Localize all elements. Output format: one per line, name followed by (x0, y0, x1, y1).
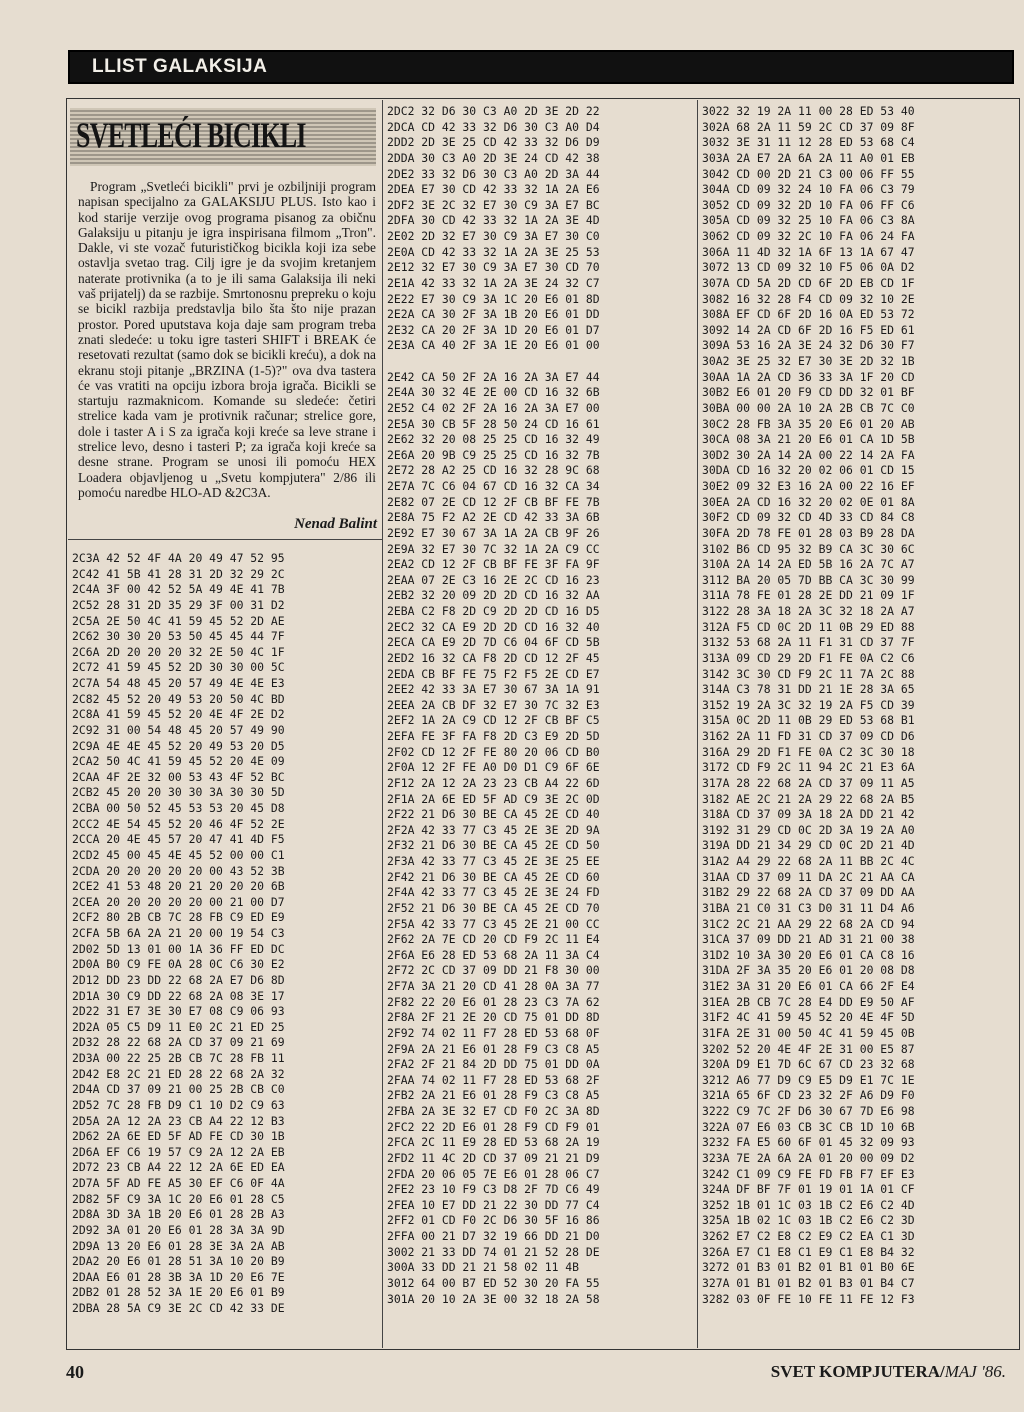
hex-line: 304A CD 09 32 24 10 FA 06 C3 79 (702, 182, 915, 197)
hex-line: 2FE2 23 10 F9 C3 D8 2F 7D C6 49 (387, 1182, 600, 1197)
hex-line: 2F3A 42 33 77 C3 45 2E 3E 25 EE (387, 854, 600, 868)
hex-line: 2C9A 4E 4E 45 52 20 49 53 20 D5 (72, 738, 285, 753)
hex-line: 2D2A 05 C5 D9 11 E0 2C 21 ED 25 (72, 1019, 285, 1034)
hex-line: 31B2 29 22 68 2A CD 37 09 DD AA (702, 885, 915, 900)
hex-line: 2E52 C4 02 2F 2A 16 2A 3A E7 00 (387, 400, 600, 415)
hex-line: 31FA 2E 31 00 50 4C 41 59 45 0B (702, 1025, 915, 1040)
hex-line: 2E12 32 E7 30 C9 3A E7 30 CD 70 (387, 260, 600, 275)
hex-line: 2E4A 30 32 4E 2E 00 CD 16 32 6B (387, 385, 600, 400)
hex-line: 2CCA 20 4E 45 57 20 47 41 4D F5 (72, 832, 285, 847)
hex-line: 2EF2 1A 2A C9 CD 12 2F CB BF C5 (387, 713, 600, 728)
listing-gap (387, 354, 600, 370)
hex-line: 2FAA 74 02 11 F7 28 ED 53 68 2F (387, 1072, 600, 1087)
hex-line: 30EA 2A CD 16 32 20 02 0E 01 8A (702, 494, 915, 509)
hex-line: 2EA2 CD 12 2F CB BF FE 3F FA 9F (387, 557, 600, 572)
hex-line: 2D92 3A 01 20 E6 01 28 3A 3A 9D (72, 1222, 285, 1237)
hex-line: 305A CD 09 32 25 10 FA 06 C3 8A (702, 213, 915, 228)
hex-listing-column-2 (387, 104, 600, 1307)
article-divider (68, 539, 382, 540)
hex-line: 3112 BA 20 05 7D BB CA 3C 30 99 (702, 572, 915, 587)
hex-line: 2D82 5F C9 3A 1C 20 E6 01 28 C5 (72, 1191, 285, 1206)
hex-line: 319A DD 21 34 29 CD 0C 2D 21 4D (702, 838, 915, 853)
hex-line: 3242 C1 09 C9 FE FD FB F7 EF E3 (702, 1166, 915, 1181)
hex-line: 31CA 37 09 DD 21 AD 31 21 00 38 (702, 932, 915, 947)
hex-line: 31F2 4C 41 59 45 52 20 4E 4F 5D (702, 1010, 915, 1025)
hex-line: 2E32 CA 20 2F 3A 1D 20 E6 01 D7 (387, 322, 600, 337)
hex-line: 315A 0C 2D 11 0B 29 ED 53 68 B1 (702, 713, 915, 728)
hex-line: 2DF2 3E 2C 32 E7 30 C9 3A E7 BC (387, 197, 600, 212)
hex-line: 2FEA 10 E7 DD 21 22 30 DD 77 C4 (387, 1197, 600, 1212)
hex-line: 2EB2 32 20 09 2D 2D CD 16 32 AA (387, 588, 600, 603)
hex-line: 2E7A 7C C6 04 67 CD 16 32 CA 34 (387, 479, 600, 493)
hex-line: 2E5A 30 CB 5F 28 50 24 CD 16 61 (387, 416, 600, 431)
hex-line: 317A 28 22 68 2A CD 37 09 11 A5 (702, 775, 915, 790)
hex-line: 324A DF BF 7F 01 19 01 1A 01 CF (702, 1182, 915, 1197)
hex-line: 2C62 30 30 20 53 50 45 45 44 7F (72, 629, 285, 644)
hex-line: 30D2 30 2A 14 2A 00 22 14 2A FA (702, 447, 915, 462)
hex-line: 2ECA CA E9 2D 7D C6 04 6F CD 5B (387, 635, 600, 650)
hex-line: 2E22 E7 30 C9 3A 1C 20 E6 01 8D (387, 291, 600, 306)
hex-line: 2FA2 2F 21 84 2D DD 75 01 DD 0A (387, 1057, 600, 1072)
hex-line: 2D1A 30 C9 DD 22 68 2A 08 3E 17 (72, 988, 285, 1003)
hex-line: 2CE2 41 53 48 20 21 20 20 20 6B (72, 879, 285, 894)
hex-line: 2D52 7C 28 FB D9 C1 10 D2 C9 63 (72, 1097, 285, 1112)
hex-line: 2DFA 30 CD 42 33 32 1A 2A 3E 4D (387, 213, 600, 228)
hex-line: 2F52 21 D6 30 BE CA 45 2E CD 70 (387, 900, 600, 915)
hex-line: 30BA 00 00 2A 10 2A 2B CB 7C C0 (702, 400, 915, 415)
hex-line: 2F42 21 D6 30 BE CA 45 2E CD 60 (387, 869, 600, 884)
hex-line: 3212 A6 77 D9 C9 E5 D9 E1 7C 1E (702, 1072, 915, 1087)
hex-line: 2E42 CA 50 2F 2A 16 2A 3A E7 44 (387, 369, 600, 384)
hex-line: 2FD2 11 4C 2D CD 37 09 21 21 D9 (387, 1150, 600, 1165)
hex-line: 30B2 E6 01 20 F9 CD DD 32 01 BF (702, 385, 915, 400)
hex-line: 2D12 DD 23 DD 22 68 2A E7 D6 8D (72, 972, 285, 987)
hex-line: 3042 CD 00 2D 21 C3 00 06 FF 55 (702, 166, 915, 181)
hex-line: 31D2 10 3A 30 20 E6 01 CA C8 16 (702, 947, 915, 962)
hex-line: 2DE2 33 32 D6 30 C3 A0 2D 3A 44 (387, 166, 600, 181)
hex-listing-column-3 (702, 104, 915, 1307)
magazine-issue: MAJ '86. (944, 1362, 1006, 1381)
hex-line: 2C82 45 52 20 49 53 20 50 4C BD (72, 691, 285, 706)
hex-line: 2DAA E6 01 28 3B 3A 1D 20 E6 7E (72, 1269, 285, 1284)
hex-line: 3002 21 33 DD 74 01 21 52 28 DE (387, 1244, 600, 1259)
hex-line: 2E72 28 A2 25 CD 16 32 28 9C 68 (387, 463, 600, 478)
hex-line: 2CB2 45 20 20 30 30 3A 30 30 5D (72, 785, 285, 800)
hex-line: 2DA2 20 E6 01 28 51 3A 10 20 B9 (72, 1254, 285, 1269)
hex-line: 2EE2 42 33 3A E7 30 67 3A 1A 91 (387, 682, 600, 697)
hex-line: 2C42 41 5B 41 28 31 2D 32 29 2C (72, 566, 285, 581)
hex-line: 30FA 2D 78 FE 01 28 03 B9 28 DA (702, 525, 915, 540)
hex-line: 2EEA 2A CB DF 32 E7 30 7C 32 E3 (387, 697, 600, 712)
hex-line: 2D32 28 22 68 2A CD 37 09 21 69 (72, 1035, 285, 1050)
hex-line: 31DA 2F 3A 35 20 E6 01 20 08 D8 (702, 963, 915, 978)
hex-line: 2DB2 01 28 52 3A 1E 20 E6 01 B9 (72, 1285, 285, 1300)
hex-line: 3152 19 2A 3C 32 19 2A F5 CD 39 (702, 697, 915, 712)
hex-line: 30CA 08 3A 21 20 E6 01 CA 1D 5B (702, 432, 915, 447)
article-title: SVETLEĆI BICIKLI (76, 115, 306, 155)
hex-line: 2F5A 42 33 77 C3 45 2E 21 00 CC (387, 916, 600, 931)
hex-line: 3202 52 20 4E 4F 2E 31 00 E5 87 (702, 1041, 915, 1056)
hex-line: 300A 33 DD 21 21 58 02 11 4B (387, 1260, 580, 1275)
column-divider (697, 100, 698, 1348)
hex-line: 2F62 2A 7E CD 20 CD F9 2C 11 E4 (387, 932, 600, 947)
hex-line: 2DC2 32 D6 30 C3 A0 2D 3E 2D 22 (387, 104, 600, 118)
hex-line: 2CC2 4E 54 45 52 20 46 4F 52 2E (72, 816, 285, 831)
hex-line: 2FF2 01 CD F0 2C D6 30 5F 16 86 (387, 1213, 600, 1228)
hex-line: 2EBA C2 F8 2D C9 2D 2D CD 16 D5 (387, 604, 600, 618)
hex-line: 2DEA E7 30 CD 42 33 32 1A 2A E6 (387, 182, 600, 197)
hex-line: 2DCA CD 42 33 32 D6 30 C3 A0 D4 (387, 119, 600, 134)
hex-line: 302A 68 2A 11 59 2C CD 37 09 8F (702, 119, 915, 134)
hex-line: 2F1A 2A 6E ED 5F AD C9 3E 2C 0D (387, 791, 600, 806)
hex-line: 31BA 21 C0 31 C3 D0 31 11 D4 A6 (702, 900, 915, 915)
hex-line: 2F7A 3A 21 20 CD 41 28 0A 3A 77 (387, 979, 600, 993)
article-author: Nenad Balint (294, 516, 377, 532)
hex-line: 2D0A B0 C9 FE 0A 28 0C C6 30 E2 (72, 957, 285, 972)
hex-line: 2FCA 2C 11 E9 28 ED 53 68 2A 19 (387, 1135, 600, 1150)
hex-line: 2F0A 12 2F FE A0 D0 D1 C9 6F 6E (387, 760, 600, 775)
hex-line: 2CEA 20 20 20 20 20 00 21 00 D7 (72, 894, 285, 909)
hex-line: 30F2 CD 09 32 CD 4D 33 CD 84 C8 (702, 510, 915, 525)
hex-line: 2F9A 2A 21 E6 01 28 F9 C3 C8 A5 (387, 1041, 600, 1056)
hex-line: 308A EF CD 6F 2D 16 0A ED 53 72 (702, 307, 915, 322)
hex-line: 2C6A 2D 20 20 20 32 2E 50 4C 1F (72, 644, 285, 659)
hex-line: 2C72 41 59 45 52 2D 30 30 00 5C (72, 660, 285, 675)
hex-line: 2F6A E6 28 ED 53 68 2A 11 3A C4 (387, 947, 600, 962)
hex-line: 2D4A CD 37 09 21 00 25 2B CB C0 (72, 1082, 285, 1097)
page-number: 40 (66, 1362, 84, 1382)
hex-line: 3062 CD 09 32 2C 10 FA 06 24 FA (702, 229, 915, 243)
hex-line: 3072 13 CD 09 32 10 F5 06 0A D2 (702, 260, 915, 275)
hex-line: 325A 1B 02 1C 03 1B C2 E6 C2 3D (702, 1213, 915, 1228)
hex-line: 2E8A 75 F2 A2 2E CD 42 33 3A 6B (387, 510, 600, 525)
hex-line: 303A 2A E7 2A 6A 2A 11 A0 01 EB (702, 150, 915, 165)
hex-line: 2DDA 30 C3 A0 2D 3E 24 CD 42 38 (387, 150, 600, 165)
hex-line: 2D02 5D 13 01 00 1A 36 FF ED DC (72, 941, 285, 956)
hex-line: 2D3A 00 22 25 2B CB 7C 28 FB 11 (72, 1051, 285, 1065)
hex-line: 2FC2 22 2D E6 01 28 F9 CD F9 01 (387, 1119, 600, 1134)
hex-line: 2EFA FE 3F FA F8 2D C3 E9 2D 5D (387, 729, 600, 743)
hex-line: 3272 01 B3 01 B2 01 B1 01 B0 6E (702, 1260, 915, 1275)
hex-line: 2FDA 20 06 05 7E E6 01 28 06 C7 (387, 1166, 600, 1181)
hex-line: 2E1A 42 33 32 1A 2A 3E 24 32 C7 (387, 275, 600, 290)
column-divider (382, 100, 383, 1348)
hex-line: 3172 CD F9 2C 11 94 2C 21 E3 6A (702, 760, 915, 775)
hex-line: 2E3A CA 40 2F 3A 1E 20 E6 01 00 (387, 338, 600, 353)
hex-line: 2C92 31 00 54 48 45 20 57 49 90 (72, 722, 285, 737)
hex-line: 3082 16 32 28 F4 CD 09 32 10 2E (702, 291, 915, 306)
hex-line: 3252 1B 01 1C 03 1B C2 E6 C2 4D (702, 1197, 915, 1212)
hex-line: 3162 2A 11 FD 31 CD 37 09 CD D6 (702, 729, 915, 743)
hex-line: 309A 53 16 2A 3E 24 32 D6 30 F7 (702, 338, 915, 353)
hex-line: 2CD2 45 00 45 4E 45 52 00 00 C1 (72, 847, 285, 862)
hex-line: 2D9A 13 20 E6 01 28 3E 3A 2A AB (72, 1238, 285, 1253)
hex-line: 31C2 2C 21 AA 29 22 68 2A CD 94 (702, 916, 915, 931)
hex-line: 31E2 3A 31 20 E6 01 CA 66 2F E4 (702, 979, 915, 993)
hex-line: 30DA CD 16 32 20 02 06 01 CD 15 (702, 463, 915, 478)
hex-line: 2D42 E8 2C 21 ED 28 22 68 2A 32 (72, 1066, 285, 1081)
hex-line: 2E92 E7 30 67 3A 1A 2A CB 9F 26 (387, 525, 600, 540)
hex-line: 30C2 28 FB 3A 35 20 E6 01 20 AB (702, 416, 915, 431)
hex-line: 310A 2A 14 2A ED 5B 16 2A 7C A7 (702, 557, 915, 572)
hex-line: 314A C3 78 31 DD 21 1E 28 3A 65 (702, 682, 915, 697)
hex-line: 316A 29 2D F1 FE 0A C2 3C 30 18 (702, 744, 915, 759)
hex-line: 321A 65 6F CD 23 32 2F A6 D9 F0 (702, 1088, 915, 1103)
hex-line: 2F2A 42 33 77 C3 45 2E 3E 2D 9A (387, 822, 600, 837)
hex-line: 2D62 2A 6E ED 5F AD FE CD 30 1B (72, 1129, 285, 1144)
hex-line: 2DD2 2D 3E 25 CD 42 33 32 D6 D9 (387, 135, 600, 150)
hex-line: 2E9A 32 E7 30 7C 32 1A 2A C9 CC (387, 541, 600, 556)
section-title: LLIST GALAKSIJA (92, 56, 268, 77)
hex-line: 2EAA 07 2E C3 16 2E 2C CD 16 23 (387, 572, 600, 587)
hex-line: 318A CD 37 09 3A 18 2A DD 21 42 (702, 807, 915, 822)
hex-line: 2F4A 42 33 77 C3 45 2E 3E 24 FD (387, 885, 600, 900)
hex-line: 307A CD 5A 2D CD 6F 2D EB CD 1F (702, 275, 915, 290)
hex-line: 3142 3C 30 CD F9 2C 11 7A 2C 88 (702, 666, 915, 681)
hex-line: 311A 78 FE 01 28 2E DD 21 09 1F (702, 588, 915, 603)
magazine-footer (771, 1362, 1006, 1382)
hex-line: 2CAA 4F 2E 32 00 53 43 4F 52 BC (72, 769, 285, 784)
hex-line: 2CF2 80 2B CB 7C 28 FB C9 ED E9 (72, 910, 285, 925)
hex-line: 31A2 A4 29 22 68 2A 11 BB 2C 4C (702, 854, 915, 868)
hex-line: 2F82 22 20 E6 01 28 23 C3 7A 62 (387, 994, 600, 1009)
hex-line: 2F8A 2F 21 2E 20 CD 75 01 DD 8D (387, 1010, 600, 1025)
hex-line: 3262 E7 C2 E8 C2 E9 C2 EA C1 3D (702, 1229, 915, 1243)
hex-line: 2D8A 3D 3A 1B 20 E6 01 28 2B A3 (72, 1207, 285, 1222)
hex-line: 2CA2 50 4C 41 59 45 52 20 4E 09 (72, 754, 285, 769)
hex-line: 2C52 28 31 2D 35 29 3F 00 31 D2 (72, 597, 285, 612)
hex-line: 3282 03 0F FE 10 FE 11 FE 12 F3 (702, 1291, 915, 1306)
hex-line: 2E82 07 2E CD 12 2F CB BF FE 7B (387, 494, 600, 509)
hex-line: 30A2 3E 25 32 E7 30 3E 2D 32 1B (702, 354, 915, 368)
hex-line: 3012 64 00 B7 ED 52 30 20 FA 55 (387, 1275, 600, 1290)
hex-line: 2D6A EF C6 19 57 C9 2A 12 2A EB (72, 1144, 285, 1159)
hex-line: 2E02 2D 32 E7 30 C9 3A E7 30 C0 (387, 229, 600, 243)
hex-line: 2C4A 3F 00 42 52 5A 49 4E 41 7B (72, 582, 285, 597)
hex-line: 2CDA 20 20 20 20 20 00 43 52 3B (72, 863, 285, 878)
hex-line: 2F72 2C CD 37 09 DD 21 F8 30 00 (387, 963, 600, 978)
hex-line: 2F32 21 D6 30 BE CA 45 2E CD 50 (387, 838, 600, 853)
hex-line: 3222 C9 7C 2F D6 30 67 7D E6 98 (702, 1104, 915, 1118)
section-header-bar (68, 50, 1014, 84)
hex-line: 2FB2 2A 21 E6 01 28 F9 C3 C8 A5 (387, 1088, 600, 1103)
hex-line: 2F02 CD 12 2F FE 80 20 06 CD B0 (387, 744, 600, 759)
hex-line: 3232 FA E5 60 6F 01 45 32 09 93 (702, 1135, 915, 1150)
hex-line: 3032 3E 31 11 12 28 ED 53 68 C4 (702, 135, 915, 150)
hex-line: 2F12 2A 12 2A 23 23 CB A4 22 6D (387, 775, 600, 790)
hex-line: 31EA 2B CB 7C 28 E4 DD E9 50 AF (702, 994, 915, 1009)
hex-line: 2ED2 16 32 CA F8 2D CD 12 2F 45 (387, 650, 600, 665)
hex-line: 3092 14 2A CD 6F 2D 16 F5 ED 61 (702, 322, 915, 337)
hex-line: 2E2A CA 30 2F 3A 1B 20 E6 01 DD (387, 307, 600, 322)
hex-line: 326A E7 C1 E8 C1 E9 C1 E8 B4 32 (702, 1244, 915, 1259)
hex-line: 312A F5 CD 0C 2D 11 0B 29 ED 88 (702, 619, 915, 634)
hex-line: 306A 11 4D 32 1A 6F 13 1A 67 47 (702, 244, 915, 259)
hex-listing-column-1 (72, 551, 285, 1317)
hex-line: 3052 CD 09 32 2D 10 FA 06 FF C6 (702, 197, 915, 212)
hex-line: 322A 07 E6 03 CB 3C CB 1D 10 6B (702, 1119, 915, 1134)
hex-line: 2D7A 5F AD FE A5 30 EF C6 0F 4A (72, 1176, 285, 1190)
hex-line: 3122 28 3A 18 2A 3C 32 18 2A A7 (702, 604, 915, 618)
hex-line: 31AA CD 37 09 11 DA 2C 21 AA CA (702, 869, 915, 884)
magazine-name: SVET KOMPJUTERA/ (770, 1362, 945, 1381)
hex-line: 2FFA 00 21 D7 32 19 66 DD 21 D0 (387, 1229, 600, 1243)
hex-line: 320A D9 E1 7D 6C 67 CD 23 32 68 (702, 1057, 915, 1072)
hex-line: 327A 01 B1 01 B2 01 B3 01 B4 C7 (702, 1275, 915, 1290)
hex-line: 2C7A 54 48 45 20 57 49 4E 4E E3 (72, 676, 285, 690)
hex-line: 2C8A 41 59 45 52 20 4E 4F 2E D2 (72, 707, 285, 722)
hex-line: 2D72 23 CB A4 22 12 2A 6E ED EA (72, 1160, 285, 1175)
hex-line: 3022 32 19 2A 11 00 28 ED 53 40 (702, 104, 915, 118)
hex-line: 2D5A 2A 12 2A 23 CB A4 22 12 B3 (72, 1113, 285, 1128)
hex-line: 2E6A 20 9B C9 25 25 CD 16 32 7B (387, 447, 600, 462)
hex-line: 2CBA 00 50 52 45 53 53 20 45 D8 (72, 801, 285, 815)
hex-line: 3182 AE 2C 21 2A 29 22 68 2A B5 (702, 791, 915, 806)
hex-line: 2D22 31 E7 3E 30 E7 08 C9 06 93 (72, 1004, 285, 1019)
hex-line: 2EC2 32 CA E9 2D 2D CD 16 32 40 (387, 619, 600, 634)
hex-line: 2EDA CB BF FE 75 F2 F5 2E CD E7 (387, 666, 600, 681)
hex-line: 323A 7E 2A 6A 2A 01 20 00 09 D2 (702, 1150, 915, 1165)
hex-line: 2F92 74 02 11 F7 28 ED 53 68 0F (387, 1025, 600, 1040)
hex-line: 3192 31 29 CD 0C 2D 3A 19 2A A0 (702, 822, 915, 837)
hex-line: 2E0A CD 42 33 32 1A 2A 3E 25 53 (387, 244, 600, 259)
hex-line: 313A 09 CD 29 2D F1 FE 0A C2 C6 (702, 650, 915, 665)
hex-line: 2F22 21 D6 30 BE CA 45 2E CD 40 (387, 807, 600, 822)
article-body: Program „Svetleći bicikli" prvi je ozbiljniji program napisan specijalno za GALAKSIJU PLUS. Isto kao i kod starije verzije ovog programa pisanog za običnu Galaksiju u pitanju je igra inspirisana filmom „Tron". Dakle, vi ste vozač futurističkog bicikla koji iza sebe ostavlja svetao trag. Cilj igre je da svojim kretanjem naterate protivnika (a to je ili sama Galaksija ili neki vaš prijatelj) da se razbije. Smrtonosnu prepreku o koju se bicikl razbija predstavlja bilo šta što nije prazan prostor. Pored uputstava koja daje sam program treba znati sledeće: u toku igre tasteri SHIFT i BREAK će resetovati rezultat (samo dok se bicikli kreću), a dok na ekranu stoji pitanje „BRZINA (1-5)?" ova dva tastera će vas vratiti na opciju izbora broja igrača. Bicikli se startuju razmaknicom. Komande su sledeće: četiri strelice kada vam je protivnik računar; strelice gore, dole i taster A i S za igrača koji kreće sa leve strane i strelice levo, desno i tasteri P; za igrača koji kreće sa desne strane. Program se unosi ili pomoću HEX Loadera objavljenog u „Svetu kompjutera" 2/86 ili pomoću naredbe HLO-AD &2C3A. (78, 179, 376, 500)
hex-line: 301A 20 10 2A 3E 00 32 18 2A 58 (387, 1291, 600, 1306)
hex-line: 2CFA 5B 6A 2A 21 20 00 19 54 C3 (72, 926, 285, 940)
hex-line: 2FBA 2A 3E 32 E7 CD F0 2C 3A 8D (387, 1104, 600, 1118)
hex-line: 30E2 09 32 E3 16 2A 00 22 16 EF (702, 479, 915, 493)
hex-line: 2C3A 42 52 4F 4A 20 49 47 52 95 (72, 551, 285, 565)
hex-line: 2E62 32 20 08 25 25 CD 16 32 49 (387, 432, 600, 447)
hex-line: 30AA 1A 2A CD 36 33 3A 1F 20 CD (702, 369, 915, 384)
hex-line: 3132 53 68 2A 11 F1 31 CD 37 7F (702, 635, 915, 650)
hex-line: 3102 B6 CD 95 32 B9 CA 3C 30 6C (702, 541, 915, 556)
hex-line: 2DBA 28 5A C9 3E 2C CD 42 33 DE (72, 1301, 285, 1315)
hex-line: 2C5A 2E 50 4C 41 59 45 52 2D AE (72, 613, 285, 628)
